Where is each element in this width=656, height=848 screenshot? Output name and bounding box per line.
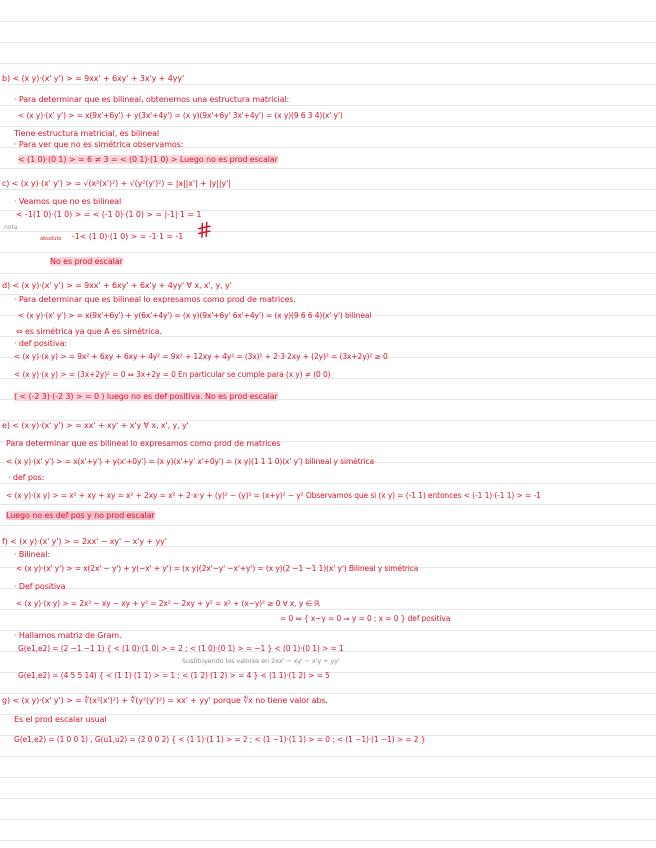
line-text: < (1 0)·(0 1) > = 6 ≠ 3 = < (0 1)·(1 0) > Luego no es prod escalar bbox=[18, 155, 278, 164]
line-text: < (x y)·(x' y') > = x(2x' − y') + y(−x' + y') = (x y)(2x'−y' −x'+y') = (x y)(2 −1 −1 1)(x' y') Bilineal y simétrica bbox=[16, 564, 419, 573]
line-g-heading bbox=[2, 695, 656, 706]
line-text: < (x y)·(x y) > = x² + xy + xy = x² + 2xy = x² + 2·x·y + (y)² − (y)² = (x+y)² − y² Observamos que si (x y) = (-1 1) entonces < (-1 1)·(-1 1) > = -1 bbox=[6, 491, 541, 500]
line-text: · Veamos que no es bilineal bbox=[14, 197, 122, 206]
line-text: < -1(1 0)·(1 0) > = < (-1 0)·(1 0) > = |-1|·1 = 1 bbox=[16, 210, 202, 219]
line-text: G(e1,e2) = (1 0 0 1) , G(u1,u2) = (2 0 0 2) { < (1 1)·(1 1) > = 2 ; < (1 −1)·(1 1) > = 0 ; < (1 −1)·(1 −1) > = 2 } bbox=[14, 735, 426, 744]
line-text: ( < (-2 3)·(-2 3) > = 0 ) luego no es def positiva. No es prod escalar bbox=[14, 392, 278, 401]
line-f-matrix bbox=[16, 563, 656, 574]
line-text: Sustituyendo los valores en 2xx' − xy' − x'y + yy' bbox=[182, 657, 340, 665]
line-b-heading bbox=[2, 73, 656, 84]
line-e-defpos bbox=[8, 472, 656, 483]
line-text: b) < (x y)·(x' y') > = 9xx' + 6xy' + 3x'y + 4yy' bbox=[2, 74, 185, 83]
line-text: Para determinar que es bilineal lo expresamos como prod de matrices bbox=[6, 439, 281, 448]
line-text: g) < (x y)·(x' y') > = ∜(x²(x')²) + ∜(y²(y')²) = xx' + yy' porque ∜x no tiene valor abs. bbox=[2, 696, 328, 705]
line-text: < (x y)·(x' y') > = x(x'+y') + y(x'+0y') = (x y)(x'+y' x'+0y') = (x y)(1 1 1 0)(x' y') bilineal y simétrica bbox=[6, 457, 375, 466]
line-text: < (x y)·(x y) > = 9x² + 6xy + 6xy + 4y² = 9x² + 12xy + 4y² = (3x)² + 2·3·2xy + (2y)² = (3x+2y)² ≥ 0 bbox=[14, 352, 388, 361]
line-text: · Para determinar que es bilineal, obtenemos una estructura matricial: bbox=[14, 95, 290, 104]
line-text: · Def positiva bbox=[14, 582, 66, 591]
line-f-bilineal bbox=[14, 549, 656, 560]
line-text: Es el prod escalar usual bbox=[14, 715, 107, 724]
line-b-matrix bbox=[18, 110, 656, 121]
line-g-usual bbox=[14, 714, 656, 725]
line-text: G(e1,e2) = (4 5 5 14) { < (1 1)·(1 1) > = 1 ; < (1 2)·(1 2) > = 4 } < (1 1)·(1 2) > = 5 bbox=[18, 671, 330, 680]
line-d-zero bbox=[14, 369, 656, 380]
line-f-square bbox=[16, 598, 656, 609]
line-text: · Bilineal: bbox=[14, 550, 50, 559]
line-d-matrix bbox=[18, 310, 656, 321]
line-f-gram-intro bbox=[14, 630, 656, 641]
line-e-heading bbox=[2, 420, 656, 431]
line-e-intro bbox=[6, 438, 656, 449]
line-text: · def positiva: bbox=[14, 339, 68, 348]
line-b-conclusion bbox=[18, 154, 656, 165]
line-d-intro bbox=[14, 294, 656, 305]
line-e-matrix bbox=[6, 456, 656, 467]
line-text: -1< (1 0)·(1 0) > = -1·1 = -1 bbox=[72, 232, 184, 241]
line-text: · Hallamos matriz de Gram. bbox=[14, 631, 122, 640]
line-c-intro bbox=[14, 196, 656, 207]
line-f-note bbox=[182, 656, 656, 667]
line-text: No es prod escalar bbox=[50, 257, 123, 266]
line-d-conclusion bbox=[14, 391, 656, 402]
line-text: · Para ver que no es simétrica observamos: bbox=[14, 140, 184, 149]
line-text: = 0 ⇔ { x−y = 0 ⇒ y = 0 ; x = 0 } def positiva bbox=[280, 614, 451, 623]
line-e-conclusion bbox=[6, 510, 656, 521]
line-d-symmetric bbox=[16, 326, 656, 337]
line-text: Tiene estructura matricial, es bilineal bbox=[14, 129, 160, 138]
line-b-bilinear bbox=[14, 128, 656, 139]
line-text: < (x y)·(x' y') > = x(9x'+6y') + y(6x'+4y') = (x y)(9x'+6y' 6x'+4y') = (x y)(9 6 6 4)(x' y') bilineal bbox=[18, 311, 372, 320]
line-f-heading bbox=[2, 536, 656, 547]
line-b-symmetry bbox=[14, 139, 656, 150]
line-text: G(e1,e2) = (2 −1 −1 1) { < (1 0)·(1 0) > = 2 ; < (1 0)·(0 1) > = −1 } < (0 1)·(0 1) > = 1 bbox=[18, 644, 344, 653]
line-f-zero bbox=[280, 613, 656, 624]
line-f-gram2 bbox=[18, 670, 656, 681]
line-text: < (x y)·(x' y') > = x(9x'+6y') + y(3x'+4y') = (x y)(9x'+6y' 3x'+4y') = (x y)(9 6 3 4)(x' y') bbox=[18, 111, 343, 120]
margin-note: nota bbox=[4, 224, 18, 231]
line-c-conclusion bbox=[50, 256, 656, 267]
line-c-case2 bbox=[72, 231, 656, 242]
line-text: < (x y)·(x y) > = (3x+2y)² = 0 ⇔ 3x+2y = 0 En particular se cumple para (x y) ≠ (0 0) bbox=[14, 370, 331, 379]
hash-mark: # bbox=[193, 216, 216, 244]
line-c-heading bbox=[2, 178, 656, 189]
line-text: · def pos: bbox=[8, 473, 45, 482]
line-d-square bbox=[14, 351, 656, 362]
line-text: Luego no es def pos y no prod escalar bbox=[6, 511, 155, 520]
line-d-defpos bbox=[14, 338, 656, 349]
line-f-gram1 bbox=[18, 643, 656, 654]
line-text: e) < (x y)·(x' y') > = xx' + xy' + x'y ∀ x, x', y, y' bbox=[2, 421, 189, 430]
line-text: ⇔ es simétrica ya que A es simétrica. bbox=[16, 327, 162, 336]
line-text: f) < (x y)·(x' y') > = 2xx' − xy' − x'y + yy' bbox=[2, 537, 167, 546]
line-text: · Para determinar que es bilineal lo expresamos como prod de matrices. bbox=[14, 295, 296, 304]
line-g-gram bbox=[14, 734, 656, 745]
line-c-case1 bbox=[16, 209, 656, 220]
arrow-note: absoluto bbox=[40, 236, 62, 242]
line-d-heading bbox=[2, 280, 656, 291]
line-text: d) < (x y)·(x' y') > = 9xx' + 6xy' + 6x'y + 4yy' ∀ x, x', y, y' bbox=[2, 281, 232, 290]
line-b-intro bbox=[14, 94, 656, 105]
line-f-defpos bbox=[14, 581, 656, 592]
line-e-square bbox=[6, 490, 656, 501]
line-text: < (x y)·(x y) > = 2x² − xy − xy + y² = 2x² − 2xy + y² = x² + (x−y)² ≥ 0 ∀ x, y ∈ ℝ bbox=[16, 599, 321, 608]
line-text: c) < (x y)·(x' y') > = √(x²(x')²) + √(y²(y')²) = |x||x'| + |y||y'| bbox=[2, 179, 231, 188]
